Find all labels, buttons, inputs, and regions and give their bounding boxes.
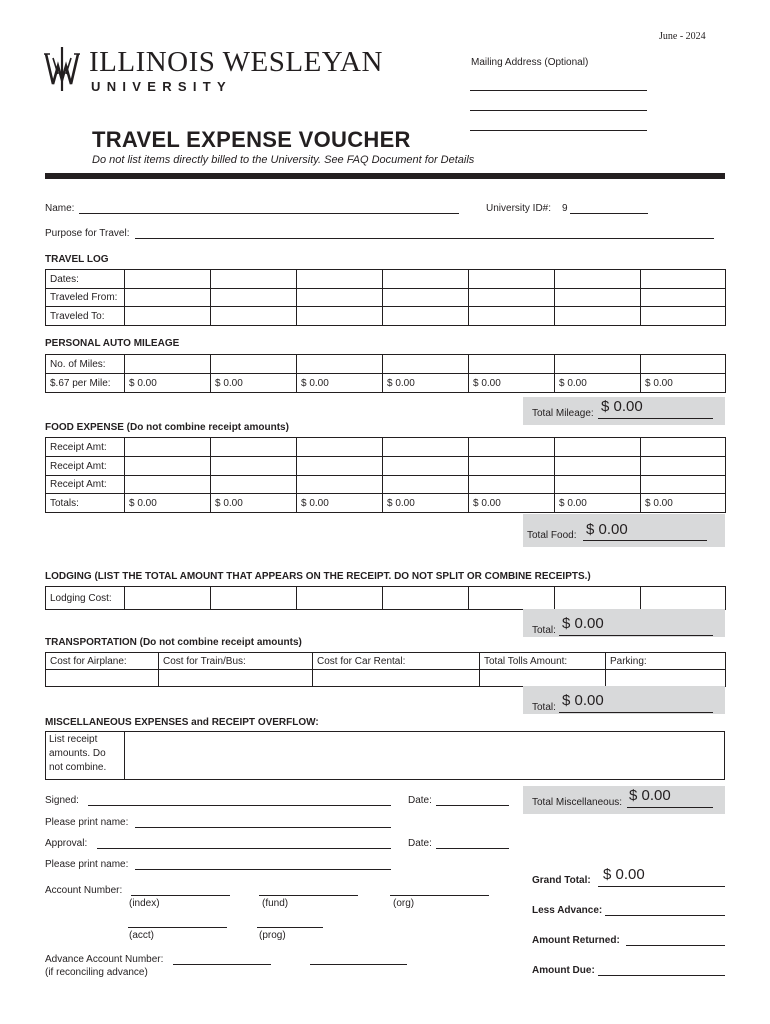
food-cell[interactable] [383, 438, 469, 457]
amount-due-label: Amount Due: [532, 965, 595, 976]
transport-col-tolls: Total Tolls Amount: [480, 653, 606, 670]
travel-cell[interactable] [211, 289, 297, 307]
university-logo [44, 46, 394, 96]
total-food-value: $ 0.00 [586, 521, 628, 538]
lodging-cell[interactable] [211, 587, 297, 610]
signed-field[interactable] [88, 805, 391, 806]
approval-date-field[interactable] [436, 848, 509, 849]
transport-cell[interactable] [313, 670, 480, 687]
miles-cell[interactable] [641, 355, 726, 374]
misc-note-line: amounts. Do [49, 748, 106, 759]
grand-total-label: Grand Total: [532, 875, 591, 886]
account-prog-field[interactable] [257, 927, 323, 928]
total-mileage-line [598, 418, 713, 419]
mileage-amount: $ 0.00 [297, 374, 383, 393]
food-cell[interactable] [125, 457, 211, 476]
amount-returned-label: Amount Returned: [532, 935, 620, 946]
travel-cell[interactable] [641, 270, 726, 289]
miles-cell[interactable] [125, 355, 211, 374]
mileage-heading: PERSONAL AUTO MILEAGE [45, 338, 180, 349]
miles-label: No. of Miles: [46, 355, 125, 374]
food-cell[interactable] [383, 457, 469, 476]
travel-row-label: Traveled From: [46, 289, 125, 307]
grand-total-line [598, 886, 725, 887]
travel-cell[interactable] [383, 289, 469, 307]
travel-cell[interactable] [555, 289, 641, 307]
lodging-cell[interactable] [469, 587, 555, 610]
travel-log-table [45, 269, 726, 326]
total-food-label: Total Food: [527, 530, 577, 541]
total-mileage-value: $ 0.00 [601, 398, 643, 415]
miles-cell[interactable] [297, 355, 383, 374]
lodging-table [45, 586, 726, 610]
account-index-field[interactable] [131, 895, 230, 896]
food-cell[interactable] [641, 438, 726, 457]
account-index-caption: (index) [129, 898, 160, 909]
miles-cell[interactable] [211, 355, 297, 374]
food-total-cell: $ 0.00 [641, 494, 726, 513]
food-total-cell: $ 0.00 [297, 494, 383, 513]
food-cell[interactable] [641, 476, 726, 494]
food-total-cell: $ 0.00 [555, 494, 641, 513]
travel-cell[interactable] [125, 289, 211, 307]
transportation-table [45, 652, 726, 687]
misc-total-label: Total Miscellaneous: [532, 797, 623, 808]
purpose-label: Purpose for Travel: [45, 228, 130, 239]
travel-cell[interactable] [211, 270, 297, 289]
transport-total-line [559, 712, 713, 713]
mileage-amount: $ 0.00 [469, 374, 555, 393]
page-title: TRAVEL EXPENSE VOUCHER [92, 127, 411, 152]
signed-date-label: Date: [408, 795, 432, 806]
transportation-heading: TRANSPORTATION (Do not combine receipt amounts) [45, 637, 302, 648]
food-total-cell: $ 0.00 [469, 494, 555, 513]
misc-heading: MISCELLANEOUS EXPENSES and RECEIPT OVERFLOW: [45, 717, 319, 728]
food-cell[interactable] [383, 476, 469, 494]
food-cell[interactable] [469, 476, 555, 494]
print-name-field[interactable] [135, 827, 391, 828]
transport-col-train: Cost for Train/Bus: [159, 653, 313, 670]
advance-account-field-1[interactable] [173, 964, 271, 965]
travel-cell[interactable] [555, 307, 641, 326]
university-id-prefix: 9 [562, 203, 568, 214]
mailing-address-label: Mailing Address (Optional) [471, 57, 589, 68]
lodging-cell[interactable] [641, 587, 726, 610]
food-cell[interactable] [297, 438, 383, 457]
food-cell[interactable] [555, 476, 641, 494]
advance-account-note: (if reconciling advance) [45, 967, 148, 978]
print-name-2-label: Please print name: [45, 859, 129, 870]
miles-cell[interactable] [383, 355, 469, 374]
transport-col-parking: Parking: [606, 653, 726, 670]
university-id-label: University ID#: [486, 203, 552, 214]
header-divider [45, 173, 725, 179]
misc-note-line: List receipt [49, 734, 98, 745]
account-org-field[interactable] [390, 895, 489, 896]
name-field[interactable] [79, 213, 459, 214]
account-prog-caption: (prog) [259, 930, 286, 941]
lodging-heading: LODGING (LIST THE TOTAL AMOUNT THAT APPEARS ON THE RECEIPT. DO NOT SPLIT OR COMBINE RECEIPTS.) [45, 571, 591, 582]
food-totals-label: Totals: [46, 494, 125, 513]
account-acct-field[interactable] [128, 927, 227, 928]
food-cell[interactable] [297, 457, 383, 476]
travel-cell[interactable] [297, 289, 383, 307]
food-cell[interactable] [211, 438, 297, 457]
lodging-total-value: $ 0.00 [562, 615, 604, 632]
travel-cell[interactable] [383, 270, 469, 289]
lodging-cell[interactable] [383, 587, 469, 610]
account-acct-caption: (acct) [129, 930, 154, 941]
mileage-amount: $ 0.00 [125, 374, 211, 393]
purpose-field[interactable] [135, 238, 714, 239]
advance-account-label: Advance Account Number: [45, 954, 164, 965]
food-cell[interactable] [555, 438, 641, 457]
food-cell[interactable] [641, 457, 726, 476]
mailing-address-line-3[interactable] [470, 130, 647, 131]
account-fund-field[interactable] [259, 895, 358, 896]
less-advance-field[interactable] [605, 915, 725, 916]
food-heading: FOOD EXPENSE (Do not combine receipt amounts) [45, 422, 289, 433]
lodging-cell[interactable] [555, 587, 641, 610]
transport-total-label: Total: [532, 702, 556, 713]
travel-cell[interactable] [383, 307, 469, 326]
university-id-field[interactable] [570, 213, 648, 214]
travel-cell[interactable] [555, 270, 641, 289]
mailing-address-line-1[interactable] [470, 90, 647, 91]
mileage-amount: $ 0.00 [555, 374, 641, 393]
total-food-line [583, 540, 707, 541]
food-cell[interactable] [297, 476, 383, 494]
transport-cell[interactable] [606, 670, 726, 687]
mileage-table [45, 354, 726, 393]
total-mileage-label: Total Mileage: [532, 408, 594, 419]
food-cell[interactable] [211, 476, 297, 494]
food-row-label: Receipt Amt: [46, 457, 125, 476]
food-cell[interactable] [469, 438, 555, 457]
grand-total-value: $ 0.00 [603, 866, 645, 883]
mileage-amount: $ 0.00 [383, 374, 469, 393]
travel-cell[interactable] [641, 307, 726, 326]
misc-note-line: not combine. [49, 762, 107, 773]
misc-total-line [627, 807, 713, 808]
transport-col-airplane: Cost for Airplane: [46, 653, 159, 670]
transport-col-car: Cost for Car Rental: [313, 653, 480, 670]
miles-cell[interactable] [555, 355, 641, 374]
travel-cell[interactable] [469, 307, 555, 326]
travel-cell[interactable] [297, 270, 383, 289]
lodging-cost-label: Lodging Cost: [46, 587, 125, 610]
food-table [45, 437, 726, 513]
university-name: ILLINOIS WESLEYAN [89, 46, 383, 78]
less-advance-label: Less Advance: [532, 905, 603, 916]
approval-label: Approval: [45, 838, 88, 849]
food-row-label: Receipt Amt: [46, 476, 125, 494]
lodging-total-label: Total: [532, 625, 556, 636]
misc-total-value: $ 0.00 [629, 787, 671, 804]
food-total-cell: $ 0.00 [211, 494, 297, 513]
transport-total-value: $ 0.00 [562, 692, 604, 709]
account-fund-caption: (fund) [262, 898, 289, 909]
name-label: Name: [45, 203, 75, 214]
misc-note [46, 732, 125, 779]
print-name-2-field[interactable] [135, 869, 391, 870]
food-row-label: Receipt Amt: [46, 438, 125, 457]
transport-cell[interactable] [159, 670, 313, 687]
travel-row-label: Dates: [46, 270, 125, 289]
mailing-address-line-2[interactable] [470, 110, 647, 111]
iwu-shield-icon [44, 46, 80, 92]
rate-label: $.67 per Mile: [46, 374, 125, 393]
travel-cell[interactable] [125, 270, 211, 289]
signed-label: Signed: [45, 795, 79, 806]
food-cell[interactable] [555, 457, 641, 476]
food-cell[interactable] [469, 457, 555, 476]
signed-date-field[interactable] [436, 805, 509, 806]
mileage-amount: $ 0.00 [211, 374, 297, 393]
mileage-amount: $ 0.00 [641, 374, 726, 393]
advance-account-field-2[interactable] [310, 964, 407, 965]
travel-log-heading: TRAVEL LOG [45, 254, 109, 265]
travel-row-label: Traveled To: [46, 307, 125, 326]
print-name-label: Please print name: [45, 817, 129, 828]
university-sub: UNIVERSITY [91, 79, 233, 94]
travel-cell[interactable] [469, 289, 555, 307]
lodging-cell[interactable] [297, 587, 383, 610]
page-subtitle: Do not list items directly billed to the University. See FAQ Document for Details [92, 154, 475, 166]
amount-due-field[interactable] [598, 975, 725, 976]
lodging-total-line [559, 635, 713, 636]
misc-box [45, 731, 725, 780]
travel-cell[interactable] [211, 307, 297, 326]
form-date: June - 2024 [659, 31, 706, 42]
miles-cell[interactable] [469, 355, 555, 374]
food-cell[interactable] [125, 476, 211, 494]
travel-cell[interactable] [125, 307, 211, 326]
account-number-label: Account Number: [45, 885, 123, 896]
transport-cell[interactable] [480, 670, 606, 687]
travel-cell[interactable] [641, 289, 726, 307]
transport-cell[interactable] [46, 670, 159, 687]
food-cell[interactable] [125, 438, 211, 457]
approval-date-label: Date: [408, 838, 432, 849]
account-org-caption: (org) [393, 898, 415, 909]
approval-field[interactable] [97, 848, 391, 849]
travel-cell[interactable] [469, 270, 555, 289]
misc-input-area[interactable] [126, 732, 724, 779]
amount-returned-field[interactable] [626, 945, 725, 946]
travel-cell[interactable] [297, 307, 383, 326]
food-total-cell: $ 0.00 [125, 494, 211, 513]
food-total-cell: $ 0.00 [383, 494, 469, 513]
food-cell[interactable] [211, 457, 297, 476]
lodging-cell[interactable] [125, 587, 211, 610]
